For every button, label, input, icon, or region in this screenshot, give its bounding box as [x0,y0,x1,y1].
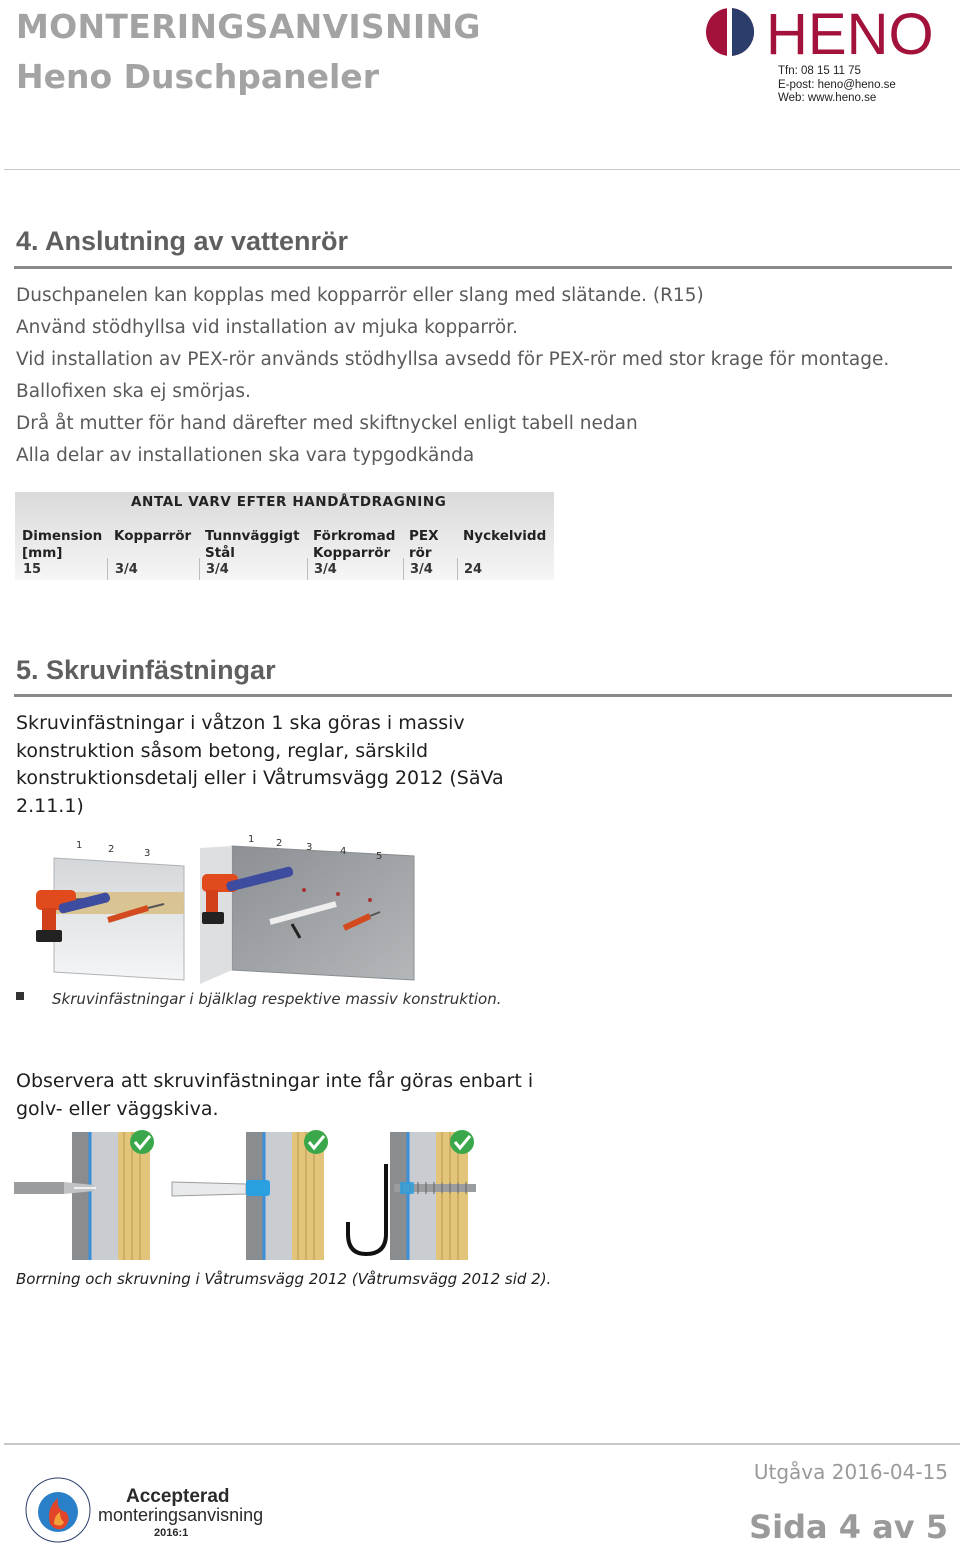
table-header-pex: PEX rör [409,528,439,561]
figure-number: 4 [340,846,347,857]
wall-section-plug [172,1130,328,1260]
checkmark-icon [450,1130,474,1154]
document-subtitle: Heno Duschpaneler [16,57,379,96]
bullet-icon [16,992,24,1000]
table-cell: 3/4 [115,562,138,577]
badge-title: Accepterad [126,1486,230,1507]
note-text [16,1068,533,1123]
text-line: Alla delar av installationen ska vara typgodkända [16,445,475,466]
section-5-heading: 5. Skruvinfästningar [16,655,276,685]
section-4-rule [14,266,952,269]
figure-number: 1 [76,840,83,851]
logo-wordmark: HENO [766,4,934,60]
text-line: konstruktion såsom betong, reglar, särskild [16,739,429,762]
table-header-nyckelvidd: Nyckelvidd [463,528,547,544]
wall-section-drill [14,1130,154,1260]
header-divider [4,169,960,170]
caption-figure-2: Borrning och skruvning i Våtrumsvägg 2012 (Våtrumsvägg 2012 sid 2). [16,1270,552,1288]
document-title: MONTERINGSANVISNING [16,7,481,46]
table-header-tunnvaggigt: Tunnväggigt Stål [205,528,300,561]
text-line: Drå åt mutter för hand därefter med skiftnyckel enligt tabell nedan [16,413,638,434]
hook-icon [348,1164,386,1254]
logo-circle-right [730,8,754,56]
table-title: ANTAL VARV EFTER HANDÅTDRAGNING [131,494,447,510]
figure-number: 3 [306,842,313,853]
text-line: 2.11.1) [16,794,84,817]
text-line: golv- eller väggskiva. [16,1097,219,1120]
text-line: Använd stödhyllsa vid installation av mjuka kopparrör. [16,317,518,338]
table-header-dimension: Dimension [mm] [22,528,103,561]
tightening-table [15,492,554,580]
table-cell: 3/4 [314,562,337,577]
page-number: Sida 4 av 5 [749,1508,948,1546]
wall-section-hook [348,1130,476,1260]
contact-web: Web: www.heno.se [778,92,877,104]
contact-email: E-post: heno@heno.se [778,78,896,91]
contact-phone: Tfn: 08 15 11 75 [778,65,861,77]
text-line: Vid installation av PEX-rör används stödhyllsa avsedd för PEX-rör med stor krage för montage. [16,349,890,370]
caption-figure-1: Skruvinfästningar i bjälklag respektive massiv konstruktion. [52,990,502,1008]
screw-fastening-illustration [14,832,424,988]
contact-info [778,65,896,106]
text-line: Observera att skruvinfästningar inte får göras enbart i [16,1070,534,1092]
figure-number: 1 [248,834,255,845]
table-cell: 24 [464,562,483,577]
section-5-rule [14,694,952,697]
table-cell: 15 [23,562,42,577]
accepted-badge-seal [20,1474,96,1544]
checkmark-icon [304,1130,328,1154]
table-header-kopparror: Kopparrör [114,528,192,544]
heno-logo [706,4,946,60]
figure-number: 2 [276,838,283,849]
section-4-heading: 4. Anslutning av vattenrör [16,226,349,256]
text-line: Skruvinfästningar i våtzon 1 ska göras i massiv [16,712,465,734]
section-4-text [16,280,889,472]
text-line: konstruktionsdetalj eller i Våtrumsvägg 2012 (SäVa [16,767,504,789]
figure-number: 3 [144,848,151,859]
table-cell: 3/4 [410,562,433,577]
footer-divider [4,1443,960,1445]
section-5-text [16,710,504,820]
edition-date: Utgåva 2016-04-15 [753,1460,948,1484]
wall-cross-section-illustration [14,1122,484,1264]
figure-number: 5 [376,851,383,862]
badge-year: 2016:1 [154,1527,189,1539]
text-line: Ballofixen ska ej smörjas. [16,381,251,402]
table-cell: 3/4 [206,562,229,577]
checkmark-icon [130,1130,154,1154]
badge-subtitle: monteringsanvisning [98,1505,264,1525]
text-line: Duschpanelen kan kopplas med kopparrör eller slang med slätande. (R15) [16,285,704,306]
table-header-forkromad: Förkromad Kopparrör [313,528,396,561]
figure-number: 2 [108,844,115,855]
